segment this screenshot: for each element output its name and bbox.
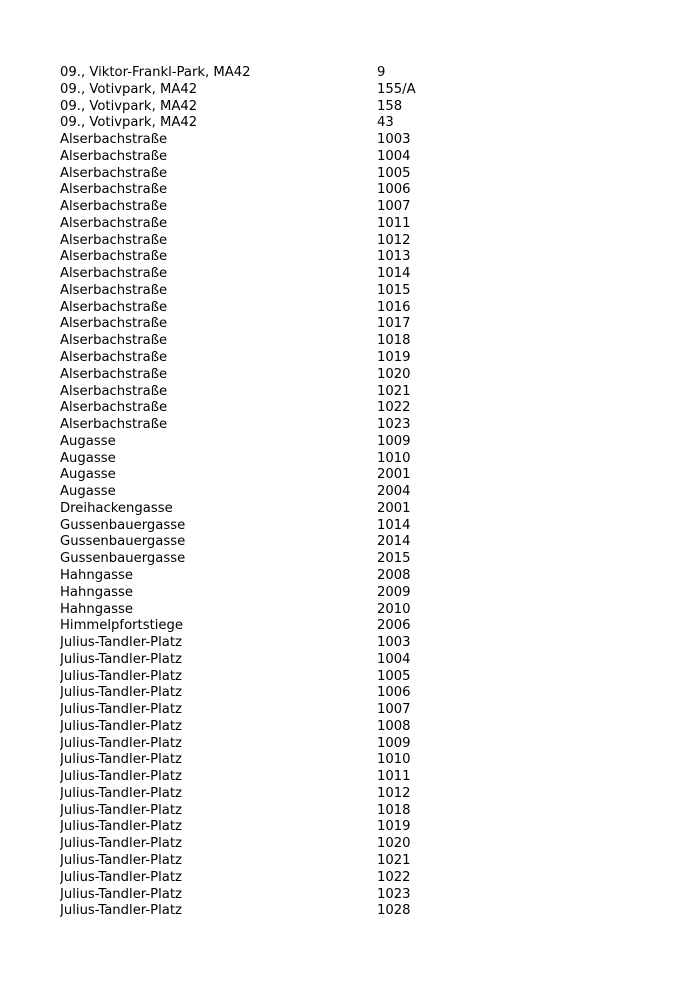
location-name: Hahngasse	[60, 567, 134, 583]
location-number: 1005	[377, 165, 411, 181]
location-number: 9	[377, 65, 386, 80]
list-item	[60, 384, 440, 401]
location-name: Alserbachstraße	[60, 199, 168, 215]
location-name: Julius-Tandler-Platz	[60, 886, 182, 902]
location-name: Julius-Tandler-Platz	[60, 903, 182, 919]
list-item	[60, 719, 440, 736]
location-name: Julius-Tandler-Platz	[60, 819, 182, 835]
list-item	[60, 350, 440, 367]
list-item	[60, 417, 440, 434]
location-name: Julius-Tandler-Platz	[60, 836, 182, 852]
location-name: Julius-Tandler-Platz	[60, 685, 182, 701]
location-number: 1018	[377, 333, 411, 349]
list-item	[60, 903, 440, 920]
list-item	[60, 887, 440, 904]
location-number: 1012	[377, 785, 411, 801]
location-name: Alserbachstraße	[60, 333, 168, 349]
list-item	[60, 300, 440, 317]
list-item	[60, 333, 440, 350]
list-item	[60, 803, 440, 820]
location-name: Julius-Tandler-Platz	[60, 752, 182, 768]
location-number: 1012	[377, 232, 411, 248]
location-number: 2010	[377, 601, 411, 617]
location-number: 1019	[377, 350, 411, 366]
location-number: 2014	[377, 534, 411, 550]
list-item	[60, 635, 440, 652]
location-name: Hahngasse	[60, 584, 134, 600]
location-name: Alserbachstraße	[60, 132, 168, 148]
location-name: Alserbachstraße	[60, 249, 168, 265]
list-item	[60, 702, 440, 719]
location-name: 09., Votivpark, MA42	[60, 81, 198, 97]
location-number: 1003	[377, 635, 411, 651]
location-number: 2001	[377, 500, 411, 516]
list-item	[60, 534, 440, 551]
location-number: 1022	[377, 400, 411, 416]
list-item	[60, 434, 440, 451]
list-item	[60, 166, 440, 183]
list-item	[60, 149, 440, 166]
list-item	[60, 484, 440, 501]
list-item	[60, 568, 440, 585]
list-item	[60, 249, 440, 266]
list-item	[60, 65, 440, 82]
location-number: 1014	[377, 266, 411, 282]
location-name: Hahngasse	[60, 601, 134, 617]
location-name: 09., Viktor-Frankl-Park, MA42	[60, 65, 251, 80]
location-number: 1021	[377, 383, 411, 399]
location-name: Alserbachstraße	[60, 165, 168, 181]
location-number: 1005	[377, 668, 411, 684]
list-item	[60, 115, 440, 132]
location-number: 1014	[377, 517, 411, 533]
location-number: 1021	[377, 852, 411, 868]
location-name: Augasse	[60, 433, 116, 449]
list-item	[60, 82, 440, 99]
location-number: 1017	[377, 316, 411, 332]
location-name: Julius-Tandler-Platz	[60, 852, 182, 868]
location-name: Alserbachstraße	[60, 232, 168, 248]
location-number: 2004	[377, 484, 411, 500]
list-item	[60, 618, 440, 635]
location-number: 2006	[377, 618, 411, 634]
location-number: 1028	[377, 903, 411, 919]
location-name: Alserbachstraße	[60, 417, 168, 433]
location-number: 1007	[377, 199, 411, 215]
list-item	[60, 216, 440, 233]
list-item	[60, 736, 440, 753]
location-name: Julius-Tandler-Platz	[60, 802, 182, 818]
location-name: Dreihackengasse	[60, 500, 173, 516]
list-item	[60, 467, 440, 484]
location-number: 2008	[377, 567, 411, 583]
list-item	[60, 199, 440, 216]
location-number: 1004	[377, 148, 411, 164]
location-name: Alserbachstraße	[60, 148, 168, 164]
location-number: 1020	[377, 836, 411, 852]
list-item	[60, 685, 440, 702]
location-name: Alserbachstraße	[60, 282, 168, 298]
location-number: 1019	[377, 819, 411, 835]
location-name: Alserbachstraße	[60, 383, 168, 399]
location-number: 1011	[377, 769, 411, 785]
list-item	[60, 518, 440, 535]
location-number: 158	[377, 98, 403, 114]
location-name: Julius-Tandler-Platz	[60, 718, 182, 734]
location-number: 1015	[377, 282, 411, 298]
location-name: Julius-Tandler-Platz	[60, 635, 182, 651]
list-item	[60, 786, 440, 803]
location-number: 1020	[377, 366, 411, 382]
location-name: 09., Votivpark, MA42	[60, 115, 198, 131]
list-item	[60, 853, 440, 870]
list-item	[60, 266, 440, 283]
location-number: 1018	[377, 802, 411, 818]
location-name: Alserbachstraße	[60, 182, 168, 198]
location-name: Julius-Tandler-Platz	[60, 785, 182, 801]
location-name: Julius-Tandler-Platz	[60, 702, 182, 718]
location-name: Gussenbauergasse	[60, 551, 186, 567]
list-item	[60, 551, 440, 568]
list-item	[60, 400, 440, 417]
location-name: Alserbachstraße	[60, 215, 168, 231]
location-name: Alserbachstraße	[60, 400, 168, 416]
list-item	[60, 283, 440, 300]
location-name: Gussenbauergasse	[60, 517, 186, 533]
location-number: 2001	[377, 467, 411, 483]
location-name: Julius-Tandler-Platz	[60, 668, 182, 684]
location-name: 09., Votivpark, MA42	[60, 98, 198, 114]
location-number: 1003	[377, 132, 411, 148]
location-number: 1016	[377, 299, 411, 315]
location-name: Julius-Tandler-Platz	[60, 769, 182, 785]
list-item	[60, 451, 440, 468]
list-item	[60, 669, 440, 686]
location-name: Alserbachstraße	[60, 266, 168, 282]
location-list	[60, 65, 440, 920]
location-name: Himmelpfortstiege	[60, 618, 184, 634]
list-item	[60, 233, 440, 250]
list-item	[60, 602, 440, 619]
list-item	[60, 132, 440, 149]
location-number: 1010	[377, 752, 411, 768]
location-number: 1006	[377, 182, 411, 198]
list-item	[60, 836, 440, 853]
location-name: Julius-Tandler-Platz	[60, 651, 182, 667]
list-item	[60, 182, 440, 199]
location-number: 1010	[377, 450, 411, 466]
location-number: 1013	[377, 249, 411, 265]
location-number: 1007	[377, 702, 411, 718]
list-item	[60, 819, 440, 836]
list-item	[60, 652, 440, 669]
list-item	[60, 99, 440, 116]
location-name: Alserbachstraße	[60, 350, 168, 366]
location-name: Alserbachstraße	[60, 299, 168, 315]
location-name: Alserbachstraße	[60, 316, 168, 332]
location-number: 1023	[377, 886, 411, 902]
location-number: 1022	[377, 869, 411, 885]
location-name: Augasse	[60, 450, 116, 466]
location-number: 1023	[377, 417, 411, 433]
list-item	[60, 752, 440, 769]
location-number: 1006	[377, 685, 411, 701]
location-name: Julius-Tandler-Platz	[60, 735, 182, 751]
location-number: 2009	[377, 584, 411, 600]
location-name: Augasse	[60, 484, 116, 500]
list-item	[60, 501, 440, 518]
list-item	[60, 769, 440, 786]
list-item	[60, 870, 440, 887]
location-name: Alserbachstraße	[60, 366, 168, 382]
location-number: 2015	[377, 551, 411, 567]
location-name: Gussenbauergasse	[60, 534, 186, 550]
list-item	[60, 367, 440, 384]
location-number: 43	[377, 115, 394, 131]
location-number: 1009	[377, 433, 411, 449]
list-item	[60, 585, 440, 602]
location-name: Augasse	[60, 467, 116, 483]
location-name: Julius-Tandler-Platz	[60, 869, 182, 885]
location-number: 1008	[377, 718, 411, 734]
list-item	[60, 316, 440, 333]
location-number: 1009	[377, 735, 411, 751]
location-number: 1011	[377, 215, 411, 231]
location-number: 1004	[377, 651, 411, 667]
location-number: 155/A	[377, 81, 416, 97]
